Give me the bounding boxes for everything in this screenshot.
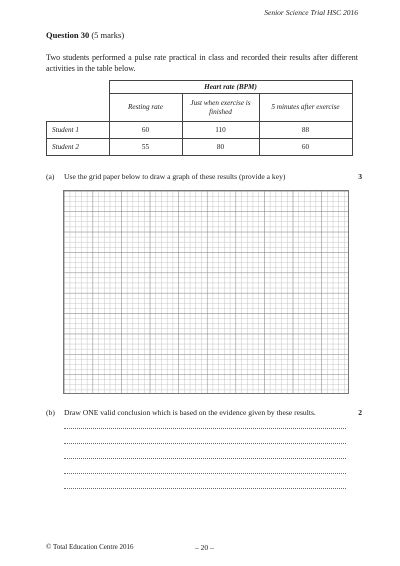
column-header: 5 minutes after exercise bbox=[259, 94, 352, 122]
part-a-label: (a) bbox=[46, 172, 55, 181]
question-number: Question 30 bbox=[46, 30, 90, 40]
row-label: Student 1 bbox=[47, 122, 110, 139]
table-cell: 88 bbox=[259, 122, 352, 139]
part-b-marks: 2 bbox=[358, 408, 362, 417]
table-row bbox=[47, 139, 353, 156]
part-b-label: (b) bbox=[46, 408, 55, 417]
table-corner bbox=[47, 81, 110, 94]
answer-line[interactable] bbox=[64, 458, 346, 459]
results-table bbox=[46, 80, 353, 156]
page-number: – 20 – bbox=[195, 543, 214, 552]
footer-copyright: © Total Education Centre 2016 bbox=[46, 543, 134, 551]
table-cell: 110 bbox=[182, 122, 259, 139]
part-b-text: Draw ONE valid conclusion which is based on the evidence given by these results. bbox=[64, 408, 316, 417]
row-label: Student 2 bbox=[47, 139, 110, 156]
table-header-row bbox=[47, 81, 353, 94]
part-b-instruction bbox=[46, 408, 316, 417]
column-header: Just when exercise is finished bbox=[182, 94, 259, 122]
question-intro: Two students performed a pulse rate practical in class and recorded their results after different activities in the table below. bbox=[46, 53, 358, 73]
table-group-header: Heart rate (BPM) bbox=[109, 81, 352, 94]
question-title bbox=[46, 30, 124, 40]
answer-line[interactable] bbox=[64, 428, 346, 429]
table-cell: 55 bbox=[109, 139, 182, 156]
answer-line[interactable] bbox=[64, 488, 346, 489]
table-cell: 80 bbox=[182, 139, 259, 156]
running-header: Senior Science Trial HSC 2016 bbox=[264, 8, 358, 17]
table-row bbox=[47, 122, 353, 139]
table-subheader-row bbox=[47, 94, 353, 122]
table-corner bbox=[47, 94, 110, 122]
part-a-marks: 3 bbox=[358, 172, 362, 181]
table-cell: 60 bbox=[259, 139, 352, 156]
question-marks: (5 marks) bbox=[91, 30, 125, 40]
table-cell: 60 bbox=[109, 122, 182, 139]
part-a-instruction bbox=[46, 172, 285, 181]
part-a-text: Use the grid paper below to draw a graph of these results (provide a key) bbox=[64, 172, 286, 181]
graph-grid-paper[interactable] bbox=[63, 190, 349, 394]
column-header: Resting rate bbox=[109, 94, 182, 122]
answer-line[interactable] bbox=[64, 473, 346, 474]
answer-line[interactable] bbox=[64, 443, 346, 444]
